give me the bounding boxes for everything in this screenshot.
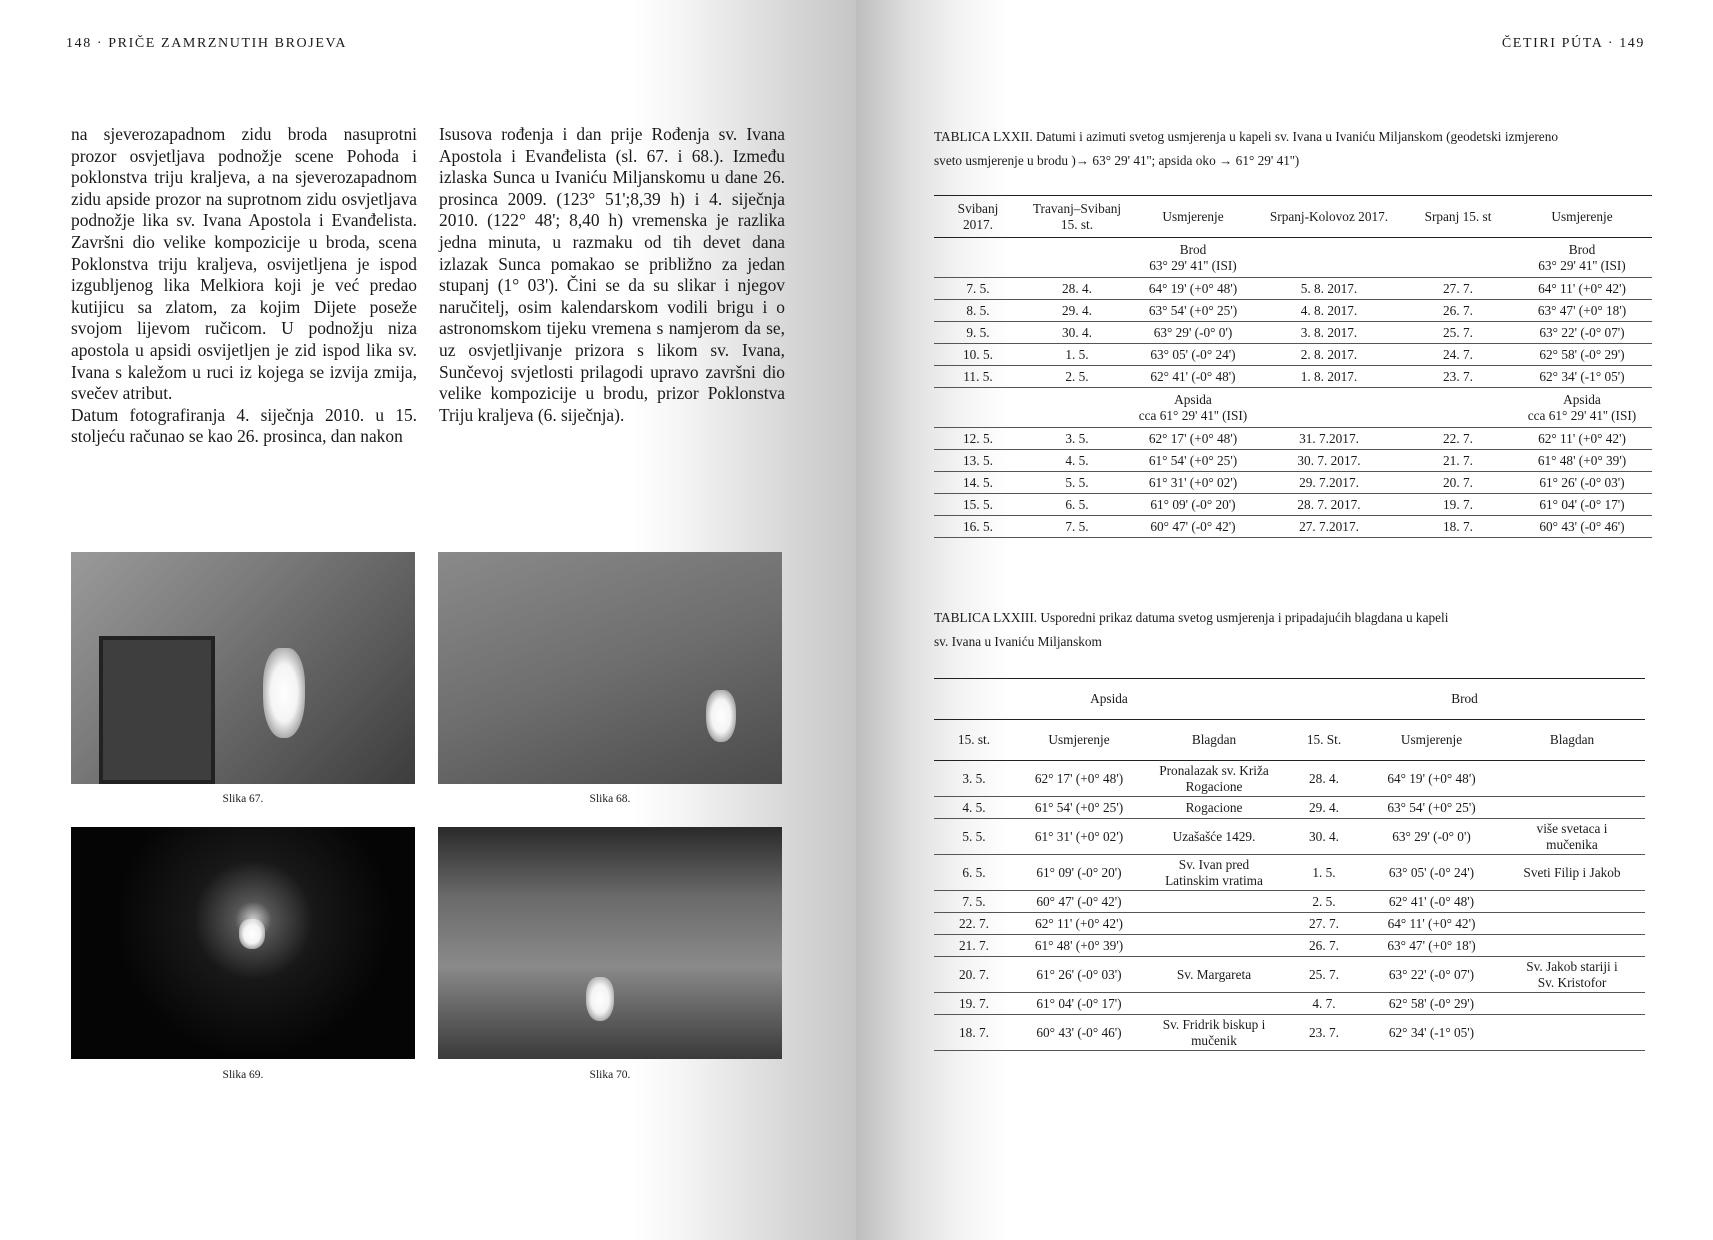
table-cell: 4. 5. (962, 799, 986, 815)
table-cell: 61° 54' (+0° 25') (1034, 799, 1124, 815)
table-cell: 28. 4. (1062, 280, 1092, 296)
table-cell: 62° 17' (+0° 48') (1034, 770, 1124, 786)
table-cell (1499, 891, 1645, 913)
table-cell: 64° 19' (+0° 48') (1387, 770, 1476, 786)
table-cell: 62° 34' (-1° 05') (1539, 368, 1625, 384)
table-cell: Sv. Ivan pred Latinskim vratima (1165, 856, 1263, 888)
column-header: 15. St. (1306, 732, 1342, 747)
table-cell: 63° 22' (-0° 07') (1539, 324, 1625, 340)
table-row (934, 344, 1652, 366)
table-cell: 61° 26' (-0° 03') (1036, 966, 1122, 982)
table-header-row (934, 196, 1652, 238)
table-cell: 63° 29' (-0° 0') (1153, 324, 1233, 340)
table-cell: 61° 04' (-0° 17') (1539, 496, 1625, 512)
table-cell: 30. 4. (1309, 828, 1339, 844)
table-72 (934, 195, 1652, 538)
group-header-apsida: Apsida (1090, 691, 1128, 706)
table-cell: 4. 8. 2017. (1300, 302, 1358, 318)
door-shape (99, 636, 215, 784)
table-cell (1144, 935, 1284, 957)
table-cell: 2. 5. (1312, 893, 1336, 909)
table-cell (1144, 993, 1284, 1015)
column-header: Usmjerenje (1551, 208, 1613, 224)
table-cell: 25. 7. (1309, 966, 1339, 982)
table-cell: 28. 4. (1309, 770, 1339, 786)
table-cell: 7. 5. (1065, 518, 1089, 534)
table-cell (1144, 913, 1284, 935)
table-cell: 21. 7. (959, 937, 989, 953)
table-cell: 62° 11' (+0° 42') (1035, 915, 1123, 931)
figure-70-photo (438, 827, 782, 1059)
paragraph: Datum fotografiranja 4. siječnja 2010. u 15. stoljeću računao se kao 26. prosinca, dan nakon (71, 404, 417, 447)
table-cell: 62° 41' (-0° 48') (1150, 368, 1236, 384)
table-cell: 23. 7. (1309, 1024, 1339, 1040)
table-header-row (934, 720, 1645, 761)
table-cell: 62° 41' (-0° 48') (1388, 893, 1475, 909)
table-cell: 19. 7. (959, 995, 989, 1011)
table-group-row (934, 388, 1652, 428)
table-row (934, 278, 1652, 300)
table-cell (1499, 1015, 1645, 1051)
table-cell: Pronalazak sv. Križa Rogacione (1159, 762, 1269, 794)
table-cell: 15. 5. (963, 496, 993, 512)
table-cell: 61° 04' (-0° 17') (1036, 995, 1122, 1011)
table-cell (1499, 913, 1645, 935)
table-cell: 18. 7. (959, 1024, 989, 1040)
light-spot (239, 919, 265, 949)
table-cell (1499, 797, 1645, 819)
table-72-title: TABLICA LXXII. Datumi i azimuti svetog usmjerenja u kapeli sv. Ivana u Ivaniću Miljanskom (geodetski izmjereno sveto usmjerenje u brodu )→ 63° 29' 41''; apsida oko → 61° 29' 41'') (934, 129, 1558, 168)
table-cell: 60° 47' (-0° 42') (1150, 518, 1236, 534)
table-row (934, 450, 1652, 472)
table-cell: Sveti Filip i Jakob (1523, 864, 1621, 880)
column-header: Blagdan (1549, 732, 1595, 747)
table-cell: 16. 5. (963, 518, 993, 534)
table-row (934, 993, 1645, 1015)
table-cell: 60° 43' (-0° 46') (1036, 1024, 1122, 1040)
table-cell: 3. 8. 2017. (1300, 324, 1358, 340)
table-cell: 63° 54' (+0° 25') (1387, 799, 1476, 815)
table-cell: 21. 7. (1443, 452, 1473, 468)
table-cell: više svetaca i mučenika (1536, 820, 1608, 852)
table-cell: 11. 5. (963, 368, 993, 384)
table-73-title: TABLICA LXXIII. Usporedni prikaz datuma svetog usmjerenja i pripadajućih blagdana u kapeli sv. Ivana u Ivaniću Miljanskom (934, 610, 1449, 649)
table-row (934, 957, 1645, 993)
light-spot (263, 648, 305, 738)
table-cell: Sv. Margareta (1176, 966, 1252, 982)
table-cell: 2. 8. 2017. (1300, 346, 1358, 362)
table-cell: 5. 5. (962, 828, 986, 844)
table-cell: 61° 09' (-0° 20') (1036, 864, 1122, 880)
table-cell: 3. 5. (1065, 430, 1089, 446)
table-cell: 4. 7. (1312, 995, 1336, 1011)
table-cell: 63° 22' (-0° 07') (1388, 966, 1475, 982)
table-cell (1499, 993, 1645, 1015)
table-cell: Sv. Fridrik biskup i mučenik (1162, 1016, 1266, 1048)
table-row (934, 855, 1645, 891)
table-cell: 62° 11' (+0° 42') (1538, 430, 1626, 446)
table-cell: 7. 5. (966, 280, 990, 296)
figure-68-photo (438, 552, 782, 784)
table-row (934, 891, 1645, 913)
column-header: Srpanj 15. st (1424, 208, 1492, 224)
table-cell: 30. 7. 2017. (1297, 452, 1361, 468)
table-cell (1499, 761, 1645, 797)
table-cell: 4. 5. (1065, 452, 1089, 468)
group-label: Apsida cca 61° 29' 41'' (ISI) (1527, 391, 1637, 423)
text-column-1 (71, 124, 417, 448)
table-cell: 1. 8. 2017. (1300, 368, 1358, 384)
table-row (934, 797, 1645, 819)
column-header: Svibanj 2017. (957, 200, 999, 232)
table-cell: 12. 5. (963, 430, 993, 446)
table-cell: 19. 7. (1443, 496, 1473, 512)
table-cell: 18. 7. (1443, 518, 1473, 534)
left-page (0, 0, 856, 1240)
table-cell: 61° 26' (-0° 03') (1539, 474, 1625, 490)
paragraph: na sjeverozapadnom zidu broda nasuprotni prozor osvjetljava podnožje scene Pohoda i poklonstva triju kraljeva, a na sjeverozapadnom zidu apside prozor na suprotnom zidu osvjetljava podnožje lika sv. Ivana Apostola i Evanđelista. Završni dio velike kompozicije u broda, scena Poklonstva triju kraljeva, osvijetljena je ispod izgubljenog lika Melkiora koji je već predao kutijicu sa zlatom, za kojim Dijete poseže svojom lijevom ručicom. U podnožju niza apostola u apsidi osvijetljen je zid ispod lika sv. Ivana s kaležom u ruci iz kojega se izvija zmija, svečev atribut. (71, 124, 417, 404)
group-label: Apsida cca 61° 29' 41'' (ISI) (1138, 391, 1248, 423)
table-cell: 26. 7. (1443, 302, 1473, 318)
table-cell: 61° 31' (+0° 02') (1148, 474, 1238, 490)
table-cell: Sv. Jakob stariji i Sv. Kristofor (1526, 958, 1618, 990)
table-cell: 29. 4. (1309, 799, 1339, 815)
table-row (934, 913, 1645, 935)
figure-68-caption: Slika 68. (589, 793, 631, 805)
column-header: 15. st. (957, 732, 991, 747)
table-cell: 28. 7. 2017. (1297, 496, 1361, 512)
column-header: Usmjerenje (1162, 208, 1224, 224)
table-73 (934, 678, 1645, 1051)
figure-67-caption: Slika 67. (222, 793, 264, 805)
table-cell: 8. 5. (966, 302, 990, 318)
table-cell: 61° 31' (+0° 02') (1034, 828, 1124, 844)
table-cell: 29. 4. (1062, 302, 1092, 318)
table-cell: 62° 58' (-0° 29') (1539, 346, 1625, 362)
table-cell: 64° 19' (+0° 48') (1148, 280, 1238, 296)
table-cell: 61° 54' (+0° 25') (1148, 452, 1238, 468)
column-header: Srpanj-Kolovoz 2017. (1269, 208, 1389, 224)
table-cell: 23. 7. (1443, 368, 1473, 384)
table-row (934, 761, 1645, 797)
table-row (934, 819, 1645, 855)
table-row (934, 366, 1652, 388)
column-header: Blagdan (1191, 732, 1237, 747)
figure-69-photo (71, 827, 415, 1059)
table-cell: 7. 5. (962, 893, 986, 909)
table-group-row (934, 238, 1652, 278)
table-cell: 5. 8. 2017. (1300, 280, 1358, 296)
group-label: Brod 63° 29' 41'' (ISI) (1538, 241, 1626, 273)
table-cell: 64° 11' (+0° 42') (1538, 280, 1626, 296)
figure-70-caption: Slika 70. (589, 1069, 631, 1081)
group-header-brod: Brod (1451, 691, 1478, 706)
table-row (934, 322, 1652, 344)
table-cell: 1. 5. (1312, 864, 1336, 880)
table-group-header-row (934, 679, 1645, 720)
table-cell: 13. 5. (963, 452, 993, 468)
table-cell: 27. 7. (1309, 915, 1339, 931)
table-cell: Uzašašće 1429. (1172, 828, 1256, 844)
table-row (934, 472, 1652, 494)
table-cell: Rogacione (1185, 799, 1243, 815)
table-cell: 62° 34' (-1° 05') (1388, 1024, 1475, 1040)
table-cell: 24. 7. (1443, 346, 1473, 362)
table-cell (1499, 935, 1645, 957)
table-row (934, 494, 1652, 516)
table-row (934, 1015, 1645, 1051)
table-cell: 14. 5. (963, 474, 993, 490)
text-column-2 (439, 124, 785, 426)
table-cell: 60° 43' (-0° 46') (1539, 518, 1625, 534)
table-cell: 60° 47' (-0° 42') (1036, 893, 1122, 909)
figure-67-photo (71, 552, 415, 784)
table-row (934, 428, 1652, 450)
table-cell: 3. 5. (962, 770, 986, 786)
table-cell: 61° 48' (+0° 39') (1537, 452, 1627, 468)
table-row (934, 516, 1652, 538)
table-cell: 27. 7. (1443, 280, 1473, 296)
table-cell: 63° 05' (-0° 24') (1150, 346, 1236, 362)
column-header: Usmjerenje (1048, 732, 1110, 747)
table-cell: 25. 7. (1443, 324, 1473, 340)
table-cell: 62° 58' (-0° 29') (1388, 995, 1475, 1011)
group-label: Brod 63° 29' 41'' (ISI) (1149, 241, 1237, 273)
table-row (934, 300, 1652, 322)
left-running-head: 148 · PRIČE ZAMRZNUTIH BROJEVA (66, 36, 348, 51)
paragraph: Isusova rođenja i dan prije Rođenja sv. Ivana Apostola i Evanđelista (sl. 67. i 68.). Između izlaska Sunca u Ivaniću Miljanskomu u dane 26. prosinca 2009. (123° 51';8,39 h) i 4. siječnja 2010. (122° 48'; 8,40 h) vremenska je razlika jedna minuta, u razmaku od tih devet dana izlazak Sunca pomakao se približno za jedan stupanj (1° 03'). Čini se da su slikar i njegov naručitelj, osim kalendarskom vodili brigu i o astronomskom tijeku vremena s namjerom da se, uz osvjetljivanje prizora s likom sv. Ivana, Sunčevoj svjetlosti prilagodi upravo završni dio velike kompozicije u brodu, prizor Poklonstva Triju kraljeva (6. siječnja). (439, 124, 785, 425)
table-cell: 6. 5. (1065, 496, 1089, 512)
right-running-head: ČETIRI PÚTA · 149 (1501, 36, 1645, 51)
table-cell: 20. 7. (1443, 474, 1473, 490)
table-cell: 9. 5. (966, 324, 990, 340)
light-spot (706, 690, 736, 742)
table-cell: 61° 48' (+0° 39') (1034, 937, 1124, 953)
table-cell: 31. 7.2017. (1299, 430, 1359, 446)
light-spot (586, 977, 614, 1021)
table-cell: 63° 47' (+0° 18') (1387, 937, 1476, 953)
table-cell: 64° 11' (+0° 42') (1387, 915, 1476, 931)
table-cell: 29. 7.2017. (1299, 474, 1359, 490)
table-cell: 5. 5. (1065, 474, 1089, 490)
table-cell: 1. 5. (1065, 346, 1089, 362)
table-cell: 62° 17' (+0° 48') (1148, 430, 1238, 446)
table-cell: 30. 4. (1062, 324, 1092, 340)
table-cell: 22. 7. (959, 915, 989, 931)
table-cell: 63° 54' (+0° 25') (1148, 302, 1238, 318)
table-cell: 6. 5. (962, 864, 986, 880)
table-cell: 26. 7. (1309, 937, 1339, 953)
figure-69-caption: Slika 69. (222, 1069, 264, 1081)
table-cell: 63° 05' (-0° 24') (1388, 864, 1475, 880)
table-cell: 20. 7. (959, 966, 989, 982)
table-cell (1144, 891, 1284, 913)
table-cell: 27. 7.2017. (1299, 518, 1359, 534)
table-cell: 10. 5. (963, 346, 993, 362)
column-header: Usmjerenje (1400, 732, 1463, 747)
table-cell: 22. 7. (1443, 430, 1473, 446)
column-header: Travanj–Svibanj 15. st. (1032, 200, 1122, 232)
table-cell: 63° 29' (-0° 0') (1392, 828, 1471, 844)
table-cell: 2. 5. (1065, 368, 1089, 384)
table-row (934, 935, 1645, 957)
table-cell: 63° 47' (+0° 18') (1537, 302, 1627, 318)
table-cell: 61° 09' (-0° 20') (1150, 496, 1236, 512)
